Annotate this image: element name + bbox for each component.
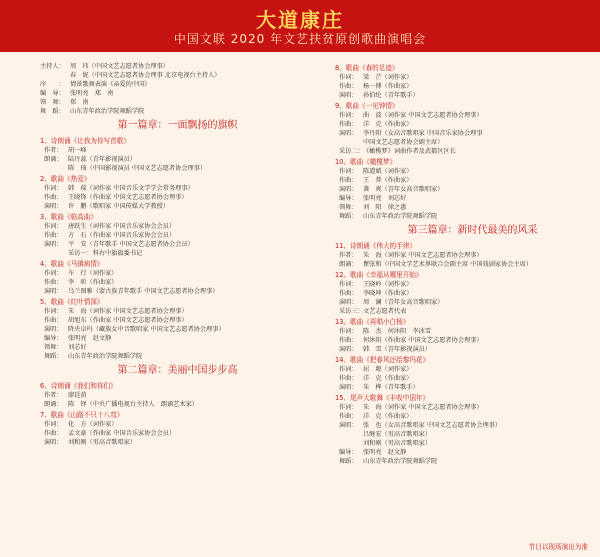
- credit-line: [40, 164, 315, 173]
- credit-role: 演唱：: [339, 384, 358, 391]
- chapter-heading: 第一篇章：一面飘扬的旗帜: [117, 120, 238, 131]
- credit-line: [335, 194, 600, 203]
- credit-value: 车 行（词作家）: [68, 270, 118, 277]
- credit-value: 李丹阳（女高音歌唱家 中国音乐家协会理事: [363, 130, 483, 137]
- credit-line: [40, 240, 315, 249]
- credit-line: [335, 289, 600, 298]
- credit-value: 陈 铎（中央广播电视台主持人 朗诵艺术家）: [68, 401, 198, 408]
- credit-role: 编导：: [339, 449, 358, 456]
- credit-line: [335, 73, 600, 82]
- credit-value: 朱 海（词作家 中国文艺志愿者协会理事）: [363, 252, 483, 259]
- credit-value: 胡旭东（作曲家 中国文艺志愿者协会理事）: [68, 317, 188, 324]
- credit-line: [335, 457, 600, 466]
- program-item-title: 8、歌曲《春的足迹》: [335, 64, 399, 72]
- credit-line: [335, 403, 600, 412]
- concert-subtitle: 中国文联 2020 年文艺扶贫原创歌曲演唱会: [173, 32, 427, 46]
- program-item-title: 4、歌曲《马镇病情》: [40, 260, 104, 268]
- credit-role: 作曲：: [339, 83, 358, 90]
- credit-value: 曲 波（词作家 中国文艺志愿者协会理事）: [363, 112, 483, 119]
- credit-role: 作词：: [44, 421, 63, 428]
- credit-value: 陈 杰 何沐阳 李冰雪: [363, 328, 432, 335]
- credit-role: 作曲：: [339, 375, 358, 382]
- credit-value: 刘和刚（男高音歌唱家）: [68, 439, 137, 446]
- credit-line: [40, 184, 315, 193]
- credit-line: [40, 391, 315, 400]
- credit-value: 孙伯纶（青年歌手）: [363, 92, 419, 99]
- program-item-title: 1、诗朗诵《让我为你写首歌》: [40, 137, 130, 145]
- credit-value: 山东青年政治学院舞蹈学院: [68, 353, 143, 360]
- credit-line: [335, 374, 600, 383]
- credit-value: 何沐阳（作曲家 中国文艺志愿者协会理事）: [363, 337, 483, 344]
- credit-line: [40, 343, 315, 352]
- program-item-title: 14、歌曲《把春风还给黎玛花》: [335, 356, 430, 364]
- credit-role: 舞蹈：: [339, 458, 358, 465]
- credit-value: 方 石（作曲家 中国音乐家协会会员）: [68, 232, 176, 239]
- credit-value: 廖廷荫: [68, 392, 87, 399]
- credit-role: 舞 蹈：: [40, 108, 65, 115]
- credit-value: 洋 克（作曲家）: [363, 375, 413, 382]
- credit-role: 编 导：: [40, 90, 65, 97]
- credit-line: [40, 269, 315, 278]
- credit-line: [335, 111, 600, 120]
- credit-role: 领舞：: [339, 204, 358, 211]
- credit-value: 韩 雪（青年影视演员）: [363, 346, 432, 353]
- credit-line: [335, 365, 600, 374]
- credit-role: 演唱：: [339, 130, 358, 137]
- program-item-title: 15、尾声大歌舞《丰收中国年》: [335, 394, 430, 402]
- credit-role: 作词：: [339, 328, 358, 335]
- credit-value: 中国文艺志愿者协会副主席）: [363, 139, 444, 146]
- info-line: [40, 80, 315, 89]
- credit-value: 周 澜（青年女高音歌唱家）: [363, 299, 444, 306]
- credit-value: 王晓岭（词作家）: [363, 281, 413, 288]
- credit-line: [335, 336, 600, 345]
- credit-role: 作曲：: [339, 337, 358, 344]
- credit-line: [40, 429, 315, 438]
- credit-role: 序 ：: [40, 81, 65, 88]
- credit-value: 张明亮 赵文静: [363, 449, 407, 456]
- credit-role: 采访二：: [339, 148, 364, 155]
- program-item-title: 7、歌曲《山路不只十八弯》: [40, 411, 124, 419]
- credit-value: 乌兰图雅（蒙古族青年歌手 中国文艺志愿者协会理事）: [68, 288, 219, 295]
- credit-line: [335, 251, 600, 260]
- credit-value: 文艺志愿者代表: [363, 308, 407, 315]
- credit-line: [40, 334, 315, 343]
- credit-value: 洋 克（作曲家）: [363, 121, 413, 128]
- credit-role: 演唱：: [44, 288, 63, 295]
- credit-value: 平 安（青年歌手 中国文艺志愿者协会会员）: [68, 241, 194, 248]
- credit-value: 王晓锋（作曲家 中国文艺志愿者协会理事）: [68, 194, 188, 201]
- credit-value: 张明亮 郑 南: [70, 90, 114, 97]
- program-left-column: [40, 62, 315, 447]
- credit-value: 陆丹蕊（青年影视演员）: [68, 156, 137, 163]
- credit-role: 领 舞：: [40, 99, 65, 106]
- footer-note: 节目以现场演出为准: [528, 543, 588, 551]
- credit-line: [335, 176, 600, 185]
- credit-line: [40, 202, 315, 211]
- credit-role: 演唱：: [44, 203, 63, 210]
- credit-line: [335, 345, 600, 354]
- credit-value: 化 方（词作家）: [68, 421, 118, 428]
- credit-value: 朱 海（词作家 中国文艺志愿者协会理事）: [363, 404, 483, 411]
- credit-line: [40, 249, 315, 258]
- program-item-title: 10、歌曲《橄榄梦》: [335, 158, 397, 166]
- credit-role: 作曲：: [339, 121, 358, 128]
- credit-value: 朱 桦（青年歌手）: [363, 384, 419, 391]
- credit-role: 演唱：: [339, 186, 358, 193]
- program-item-title: 13、歌曲《再唱小白杨》: [335, 318, 410, 326]
- credit-role: 作曲：: [339, 413, 358, 420]
- info-line: [40, 71, 315, 80]
- credit-line: [40, 193, 315, 202]
- program-right-column: [335, 62, 600, 466]
- credit-value: 屈 塬（词作家）: [363, 366, 413, 373]
- credit-role: 作词：: [44, 270, 63, 277]
- info-line: [40, 98, 315, 107]
- credit-role: 演唱：: [339, 299, 358, 306]
- credit-value: 洋 克（作曲家）: [363, 413, 413, 420]
- credit-value: 陈道斌（词作家）: [363, 168, 413, 175]
- credit-line: [40, 146, 315, 155]
- brand-title: 大道康庄: [256, 8, 344, 32]
- credit-value: 朱 海（词作家 中国文艺志愿者协会理事）: [68, 308, 188, 315]
- credit-line: [40, 155, 315, 164]
- info-line: [40, 89, 315, 98]
- credit-line: [40, 325, 315, 334]
- credit-value: 张明亮 刘芯好: [363, 195, 407, 202]
- credit-line: [335, 412, 600, 421]
- credit-value: 梁 芒（词作家）: [363, 74, 413, 81]
- credit-value: 《橄榄梦》词曲作者及武都区区长: [363, 148, 456, 155]
- credit-line: [335, 280, 600, 289]
- credit-role: 朗诵：: [44, 156, 63, 163]
- credit-value: 瞿弦和（中国文学艺术界联合会副主席 中国戏剧家协会主席）: [363, 261, 533, 268]
- info-line: [40, 62, 315, 71]
- credit-line: [335, 298, 600, 307]
- credit-value: 许 鹏（歌唱家 中国传媒大学教授）: [68, 203, 169, 210]
- credit-value: 李 昕（作曲家）: [68, 279, 118, 286]
- credit-value: 韩 葆（词作家 中国音乐文学学会常务理事）: [68, 185, 194, 192]
- credit-value: 张 也（女高音歌唱家 中国文艺志愿者协会理事）: [363, 422, 502, 429]
- credit-value: 龚 爽（青年女高音歌唱家）: [363, 186, 444, 193]
- credit-line: [335, 430, 600, 439]
- credit-role: 作曲：: [44, 232, 63, 239]
- credit-line: [335, 212, 600, 221]
- credit-role: 舞蹈：: [44, 353, 63, 360]
- credit-value: 郑 南: [70, 99, 89, 106]
- credit-value: 山东青年政治学院舞蹈学院: [70, 108, 145, 115]
- credit-role: 演唱：: [339, 92, 358, 99]
- credit-line: [335, 91, 600, 100]
- credit-line: [335, 448, 600, 457]
- credit-role: 采访三：: [339, 308, 364, 315]
- credit-line: [40, 420, 315, 429]
- credit-role: 作曲：: [44, 317, 63, 324]
- program-item-title: 6、诗朗诵《我们和你们》: [40, 382, 117, 390]
- credit-value: 春 妮（中国文艺志愿者协会理事 北京电视台主持人）: [70, 72, 221, 79]
- credit-role: 作者：: [44, 392, 63, 399]
- credit-role: 舞蹈：: [339, 213, 358, 220]
- credit-value: 王 普（作曲家）: [363, 177, 413, 184]
- credit-value: 张明亮 赵文静: [68, 335, 112, 342]
- credit-role: 作曲：: [44, 279, 63, 286]
- credit-line: [335, 147, 600, 156]
- credit-line: [40, 352, 315, 361]
- credit-role: 作词：: [339, 366, 358, 373]
- credit-role: 作词：: [339, 168, 358, 175]
- credit-value: 山东青年政治学院舞蹈学院: [363, 213, 438, 220]
- credit-line: [335, 129, 600, 138]
- credit-line: [40, 231, 315, 240]
- credit-line: [40, 307, 315, 316]
- credit-value: 采访一：科右中旗旗委书记: [68, 250, 143, 257]
- credit-role: 作词：: [339, 112, 358, 119]
- credit-role: 演唱：: [339, 346, 358, 353]
- credit-role: 作词：: [44, 308, 63, 315]
- credit-value: 陈 琦（中国影视演员 中国文艺志愿者协会理事）: [68, 165, 207, 172]
- credit-role: 作词：: [339, 281, 358, 288]
- credit-role: 编导：: [339, 195, 358, 202]
- program-item-title: 9、歌曲《一见钟情》: [335, 102, 399, 110]
- credit-role: 作曲：: [44, 194, 63, 201]
- credit-value: 孟文豪（作曲家 中国音乐家协会会员）: [68, 430, 176, 437]
- credit-role: 朗诵：: [44, 401, 63, 408]
- credit-value: 杨一博（作曲家）: [363, 83, 413, 90]
- credit-line: [40, 400, 315, 409]
- credit-line: [335, 203, 600, 212]
- credit-line: [335, 327, 600, 336]
- credit-line: [335, 167, 600, 176]
- credit-line: [40, 222, 315, 231]
- chapter-heading: 第二篇章：美丽中国步步高: [117, 365, 238, 376]
- credit-role: 作曲：: [339, 290, 358, 297]
- credit-line: [335, 82, 600, 91]
- credit-value: 李晓坤（作曲家）: [363, 290, 413, 297]
- credit-line: [40, 438, 315, 447]
- credit-line: [40, 316, 315, 325]
- credit-line: [335, 260, 600, 269]
- credit-value: 胡一峰: [68, 147, 87, 154]
- credit-value: 情景歌舞表演《亲爱的中国》: [70, 81, 151, 88]
- credit-line: [335, 138, 600, 147]
- credit-value: 降央卓玛（藏族女中音歌唱家 中国文艺志愿者协会理事）: [68, 326, 225, 333]
- program-item-title: 11、诗朗诵《伟大的手律》: [335, 242, 416, 250]
- program-item-title: 12、歌曲《幸福从哪里开始》: [335, 271, 423, 279]
- credit-value: 山东青年政治学院舞蹈学院: [363, 458, 438, 465]
- credit-line: [335, 307, 600, 316]
- program-item-title: 2、歌曲《热爱》: [40, 175, 91, 183]
- program-item-title: 3、歌曲《临高曲》: [40, 213, 97, 221]
- credit-line: [335, 120, 600, 129]
- credit-role: 演唱：: [339, 422, 358, 429]
- credit-role: 演唱：: [44, 326, 63, 333]
- credit-role: 作者：: [44, 147, 63, 154]
- credit-role: 主持人：: [40, 63, 65, 70]
- program-item-title: 5、歌曲《红叶情深》: [40, 298, 104, 306]
- credit-value: 周 玮（中国文艺志愿者协会理事）: [70, 63, 169, 70]
- credit-line: [335, 439, 600, 448]
- credit-line: [40, 287, 315, 296]
- credit-line: [335, 185, 600, 194]
- credit-role: 作词：: [44, 223, 63, 230]
- chapter-heading: 第三篇章：新时代最美的风采: [407, 225, 538, 236]
- credit-role: 领舞：: [44, 344, 63, 351]
- credit-role: 作词：: [339, 404, 358, 411]
- credit-role: 作曲：: [44, 430, 63, 437]
- credit-value: 刘芯好: [68, 344, 87, 351]
- credit-value: 刘 阳 徐之惠: [363, 204, 407, 211]
- credit-role: 编导：: [44, 335, 63, 342]
- credit-line: [40, 278, 315, 287]
- credit-role: 作曲：: [339, 177, 358, 184]
- credit-role: 演唱：: [44, 241, 63, 248]
- credit-line: [335, 421, 600, 430]
- credit-role: 作者：: [339, 252, 358, 259]
- credit-line: [335, 383, 600, 392]
- credit-value: 唐跃生（词作家 中国音乐家协会会员）: [68, 223, 176, 230]
- credit-role: 作词：: [44, 185, 63, 192]
- credit-value: 吕继宏（男高音歌唱家）: [363, 431, 432, 438]
- credit-value: 刘和刚（男高音歌唱家）: [363, 440, 432, 447]
- header-banner: [0, 0, 600, 52]
- credit-role: 演唱：: [44, 439, 63, 446]
- info-line: [40, 107, 315, 116]
- credit-role: 朗诵：: [339, 261, 358, 268]
- credit-role: 作词：: [339, 74, 358, 81]
